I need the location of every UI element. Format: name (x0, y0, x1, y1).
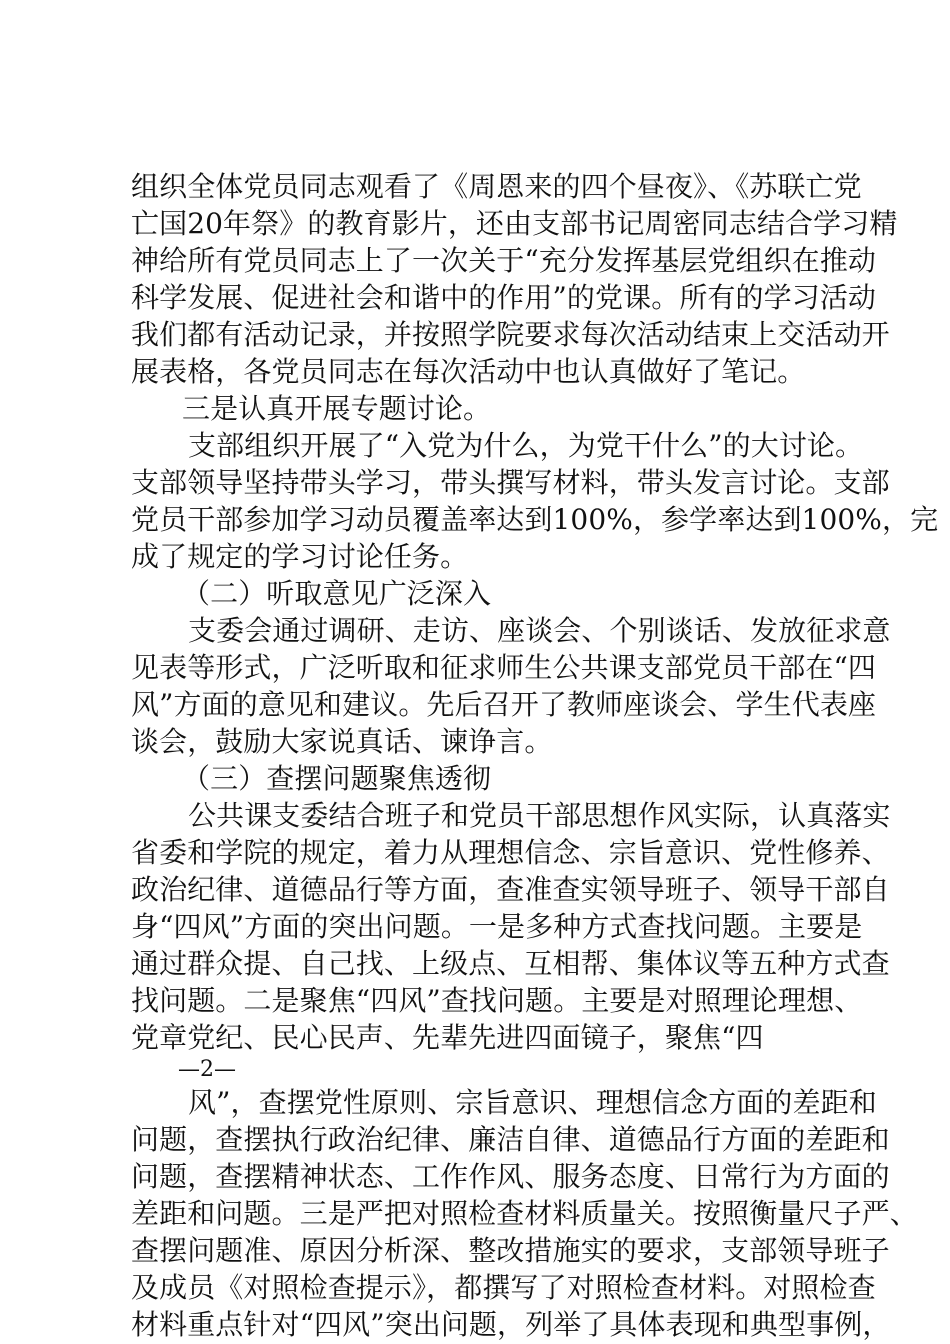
text-line: 风”方面的意见和建议。先后召开了教师座谈会、学生代表座 (131, 688, 877, 721)
text-line: 党员干部参加学习动员覆盖率达到100%，参学率达到100%，完 (131, 503, 939, 536)
text-line: 政治纪律、道德品行等方面，查准查实领导班子、领导干部自 (131, 873, 890, 906)
text-line: 查摆问题准、原因分析深、整改措施实的要求，支部领导班子 (131, 1234, 890, 1267)
page-marker: —2— (178, 1057, 236, 1082)
text-line: 及成员《对照检查提示》，都撰写了对照检查材料。对照检查 (131, 1271, 876, 1304)
text-line: 支部领导坚持带头学习，带头撰写材料，带头发言讨论。支部 (131, 466, 890, 499)
text-line: 组织全体党员同志观看了《周恩来的四个昼夜》、《苏联亡党 (131, 170, 862, 203)
text-line: 神给所有党员同志上了一次关于“充分发挥基层党组织在推动 (131, 244, 877, 277)
text-line: 通过群众提、自己找、上级点、互相帮、集体议等五种方式查 (131, 947, 890, 980)
section-heading: （二）听取意见广泛深入 (182, 577, 492, 610)
text-line: 成了规定的学习讨论任务。 (131, 540, 469, 573)
text-line: 省委和学院的规定，着力从理想信念、宗旨意识、党性修养、 (131, 836, 890, 869)
text-line: 身“四风”方面的突出问题。一是多种方式查找问题。主要是 (131, 910, 863, 943)
text-line: 支委会通过调研、走访、座谈会、个别谈话、发放征求意 (188, 614, 891, 647)
text-line: 差距和问题。三是严把对照检查材料质量关。按照衡量尺子严、 (131, 1197, 918, 1230)
text-line: 问题，查摆精神状态、工作作风、服务态度、日常行为方面的 (131, 1160, 890, 1193)
text-line: 公共课支委结合班子和党员干部思想作风实际，认真落实 (188, 799, 891, 832)
text-line: 党章党纪、民心民声、先辈先进四面镜子，聚焦“四 (131, 1021, 764, 1054)
text-line: 谈会，鼓励大家说真话、谏诤言。 (131, 725, 553, 758)
text-line: 我们都有活动记录，并按照学院要求每次活动结束上交活动开 (131, 318, 890, 351)
text-line: 展表格，各党员同志在每次活动中也认真做好了笔记。 (131, 355, 806, 388)
section-heading: 三是认真开展专题讨论。 (182, 392, 492, 425)
section-heading: （三）查摆问题聚焦透彻 (182, 762, 492, 795)
text-line: 材料重点针对“四风”突出问题，列举了具体表现和典型事例， (131, 1308, 891, 1341)
text-line: 风”，查摆党性原则、宗旨意识、理想信念方面的差距和 (188, 1086, 877, 1119)
text-line: 科学发展、促进社会和谐中的作用”的党课。所有的学习活动 (131, 281, 877, 314)
text-line: 问题，查摆执行政治纪律、廉洁自律、道德品行方面的差距和 (131, 1123, 890, 1156)
text-line: 支部组织开展了“入党为什么，为党干什么”的大讨论。 (188, 429, 864, 462)
text-line: 见表等形式，广泛听取和征求师生公共课支部党员干部在“四 (131, 651, 877, 684)
text-line: 找问题。二是聚焦“四风”查找问题。主要是对照理论理想、 (131, 984, 863, 1017)
text-line: 亡国20年祭》的教育影片，还由支部书记周密同志结合学习精 (131, 207, 898, 240)
